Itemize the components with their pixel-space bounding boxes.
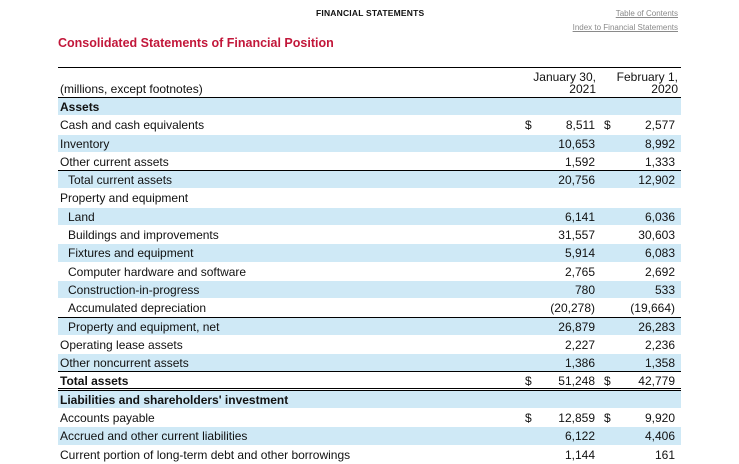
value-2021: 1,592: [564, 154, 595, 169]
table-row: [58, 153, 681, 171]
table-row-total: [58, 171, 681, 189]
value-2020: 2,577: [644, 118, 675, 133]
row-label: Accrued and other current liabilities: [60, 429, 248, 444]
currency-symbol: $: [604, 411, 611, 426]
value-2020: 6,083: [644, 246, 675, 261]
row-label: Total current assets: [68, 173, 173, 188]
value-2020: 8,992: [644, 136, 675, 151]
currency-symbol: $: [604, 118, 611, 133]
column-header-line: 2020: [651, 82, 678, 96]
value-2020: 4,406: [644, 429, 675, 444]
row-label: Other noncurrent assets: [60, 356, 189, 371]
table-of-contents-link[interactable]: Table of Contents: [615, 9, 678, 18]
column-header-feb-2020: [598, 71, 678, 95]
value-2021: 2,765: [564, 264, 595, 279]
row-label: Other current assets: [60, 154, 169, 169]
column-header-jan-2021: [506, 71, 596, 95]
value-2020: 2,692: [644, 264, 675, 279]
value-2021: 20,756: [558, 173, 595, 188]
value-2021: 1,144: [564, 447, 595, 462]
row-label: Buildings and improvements: [68, 228, 219, 243]
currency-symbol: $: [604, 374, 611, 389]
row-label: Construction-in-progress: [68, 282, 200, 297]
value-2021: 26,879: [558, 319, 595, 334]
value-2021: 2,227: [564, 337, 595, 352]
table-row: [58, 226, 681, 244]
value-2021: 8,511: [565, 118, 595, 133]
row-label: Current portion of long-term debt and other borrowings: [60, 447, 351, 462]
value-2020: 30,603: [638, 228, 675, 243]
column-header-line: 2021: [569, 82, 596, 96]
row-label: Fixtures and equipment: [68, 246, 194, 261]
value-2020: 1,333: [644, 154, 675, 169]
table-row-assets-heading: [58, 98, 681, 116]
table-row-total-assets: [58, 372, 681, 390]
currency-symbol: $: [525, 374, 532, 389]
section-header: FINANCIAL STATEMENTS: [316, 8, 425, 18]
row-label: Accounts payable: [60, 411, 155, 426]
value-2021: 31,557: [558, 228, 595, 243]
table-row: [58, 116, 681, 134]
column-header-line: January 30,: [533, 70, 596, 84]
table-row-total: [58, 318, 681, 336]
value-2020: 6,036: [644, 209, 675, 224]
row-label: Assets: [60, 100, 100, 114]
row-label: Total assets: [60, 374, 129, 389]
value-2020: 12,902: [638, 173, 675, 188]
table-row: [58, 427, 681, 445]
column-header-line: February 1,: [616, 70, 678, 84]
table-row: [58, 299, 681, 317]
row-label: Inventory: [60, 136, 110, 151]
row-label: Operating lease assets: [60, 337, 183, 352]
value-2021: 5,914: [564, 246, 595, 261]
value-2020: (19,664): [630, 301, 675, 316]
value-2020: 42,779: [638, 374, 675, 389]
value-2021: 780: [574, 282, 595, 297]
table-row: [58, 409, 681, 427]
table-row: [58, 281, 681, 299]
value-2021: 10,653: [558, 136, 595, 151]
row-label: Property and equipment, net: [68, 319, 220, 334]
table-row: [58, 263, 681, 281]
value-2021: 12,859: [558, 411, 595, 426]
row-label: Land: [68, 209, 95, 224]
value-2021: 1,386: [564, 356, 595, 371]
row-label: Computer hardware and software: [68, 264, 247, 279]
value-2020: 26,283: [638, 319, 675, 334]
table-row: [58, 336, 681, 354]
value-2021: 51,248: [558, 374, 595, 389]
index-to-financial-statements-link[interactable]: Index to Financial Statements: [572, 23, 678, 32]
table-row: [58, 354, 681, 372]
top-rule: [58, 67, 681, 68]
page-title: Consolidated Statements of Financial Position: [58, 36, 334, 50]
units-label: (millions, except footnotes): [60, 82, 203, 96]
row-label: Liabilities and shareholders' investment: [60, 392, 289, 407]
value-2020: 1,358: [644, 356, 675, 371]
currency-symbol: $: [525, 118, 532, 133]
value-2020: 9,920: [644, 411, 675, 426]
row-label: Accumulated depreciation: [68, 301, 207, 316]
table-row: [58, 135, 681, 153]
statement-table: [58, 98, 681, 464]
value-2020: 2,236: [644, 337, 675, 352]
row-label: Cash and cash equivalents: [60, 118, 205, 133]
row-label: Property and equipment: [60, 191, 189, 206]
table-row: [58, 208, 681, 226]
value-2021: 6,122: [564, 429, 595, 444]
value-2021: 6,141: [564, 209, 595, 224]
table-row: [58, 446, 681, 464]
currency-symbol: $: [525, 411, 532, 426]
value-2020: 161: [654, 447, 675, 462]
value-2021: (20,278): [550, 301, 595, 316]
table-row: [58, 244, 681, 262]
value-2020: 533: [654, 282, 675, 297]
table-row-subheading: [58, 189, 681, 207]
table-row-liabilities-heading: [58, 391, 681, 409]
